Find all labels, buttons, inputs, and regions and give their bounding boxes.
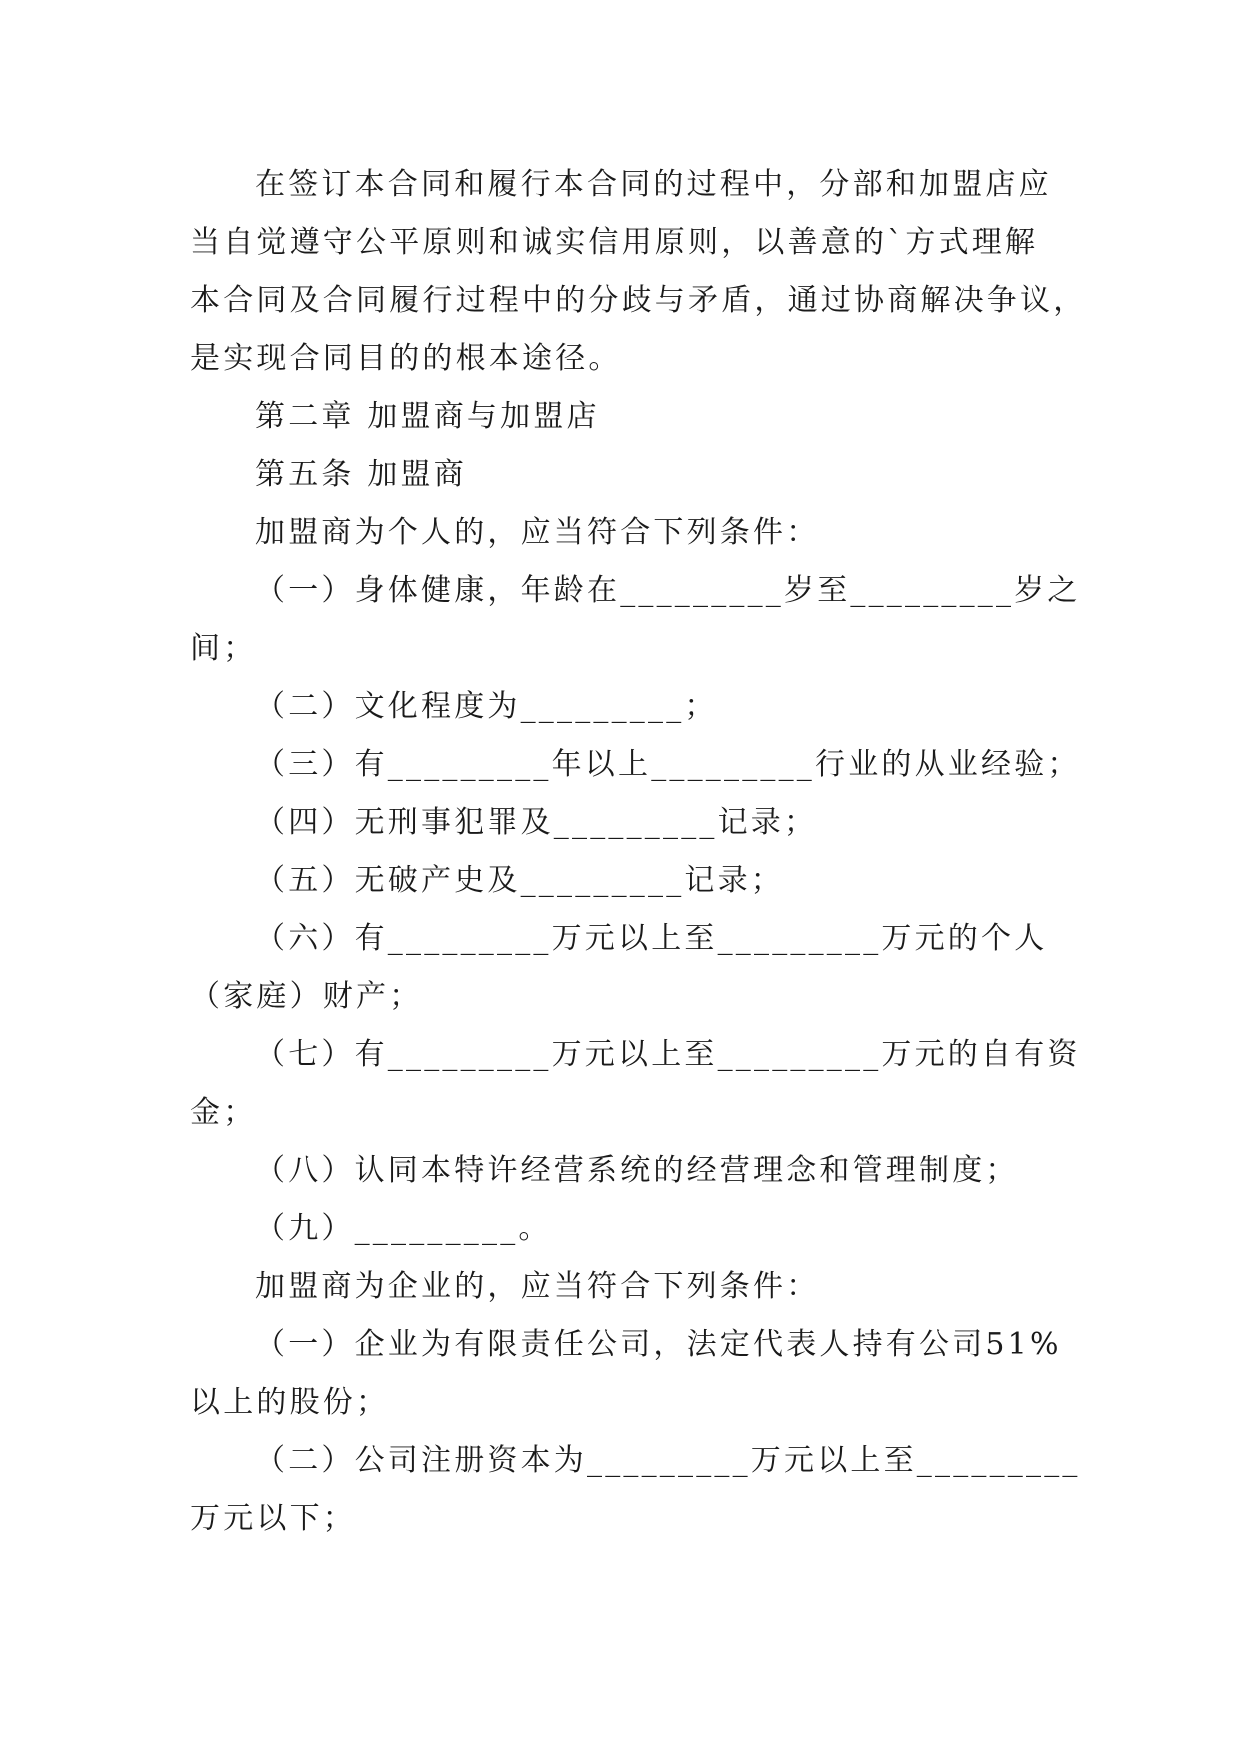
list-item: （一）企业为有限责任公司，法定代表人持有公司51% (255, 1327, 1062, 1362)
paragraph-line: 加盟商为个人的，应当符合下列条件： (255, 515, 820, 550)
list-item: （六）有_________万元以上至_________万元的个人 (255, 921, 1048, 956)
list-item: （八）认同本特许经营系统的经营理念和管理制度； (255, 1153, 1019, 1188)
paragraph-line: 当自觉遵守公平原则和诚实信用原则，以善意的`方式理解 (190, 225, 1039, 260)
list-item: （二）公司注册资本为_________万元以上至_________ (255, 1443, 1081, 1478)
list-item: （四）无刑事犯罪及_________记录； (255, 805, 818, 840)
list-item-continuation: 金； (190, 1095, 257, 1130)
list-item: （九）_________。 (255, 1211, 552, 1246)
list-item-continuation: 万元以下； (190, 1501, 356, 1536)
paragraph-line: 加盟商为企业的，应当符合下列条件： (255, 1269, 820, 1304)
list-item-continuation: （家庭）财产； (190, 979, 423, 1014)
paragraph-line: 是实现合同目的的根本途径。 (190, 341, 622, 376)
chapter-heading: 第二章 加盟商与加盟店 (255, 399, 600, 434)
list-item: （五）无破产史及_________记录； (255, 863, 784, 898)
list-item-continuation: 以上的股份； (190, 1385, 390, 1420)
article-heading: 第五条 加盟商 (255, 457, 467, 492)
list-item: （二）文化程度为_________； (255, 689, 718, 724)
list-item: （一）身体健康，年龄在_________岁至_________岁之 (255, 573, 1081, 608)
list-item-continuation: 间； (190, 631, 257, 666)
list-item: （七）有_________万元以上至_________万元的自有资 (255, 1037, 1081, 1072)
list-item: （三）有_________年以上_________行业的从业经验； (255, 747, 1081, 782)
paragraph-line: 在签订本合同和履行本合同的过程中，分部和加盟店应 (255, 167, 1052, 202)
paragraph-line: 本合同及合同履行过程中的分歧与矛盾，通过协商解决争议， (190, 283, 1087, 318)
